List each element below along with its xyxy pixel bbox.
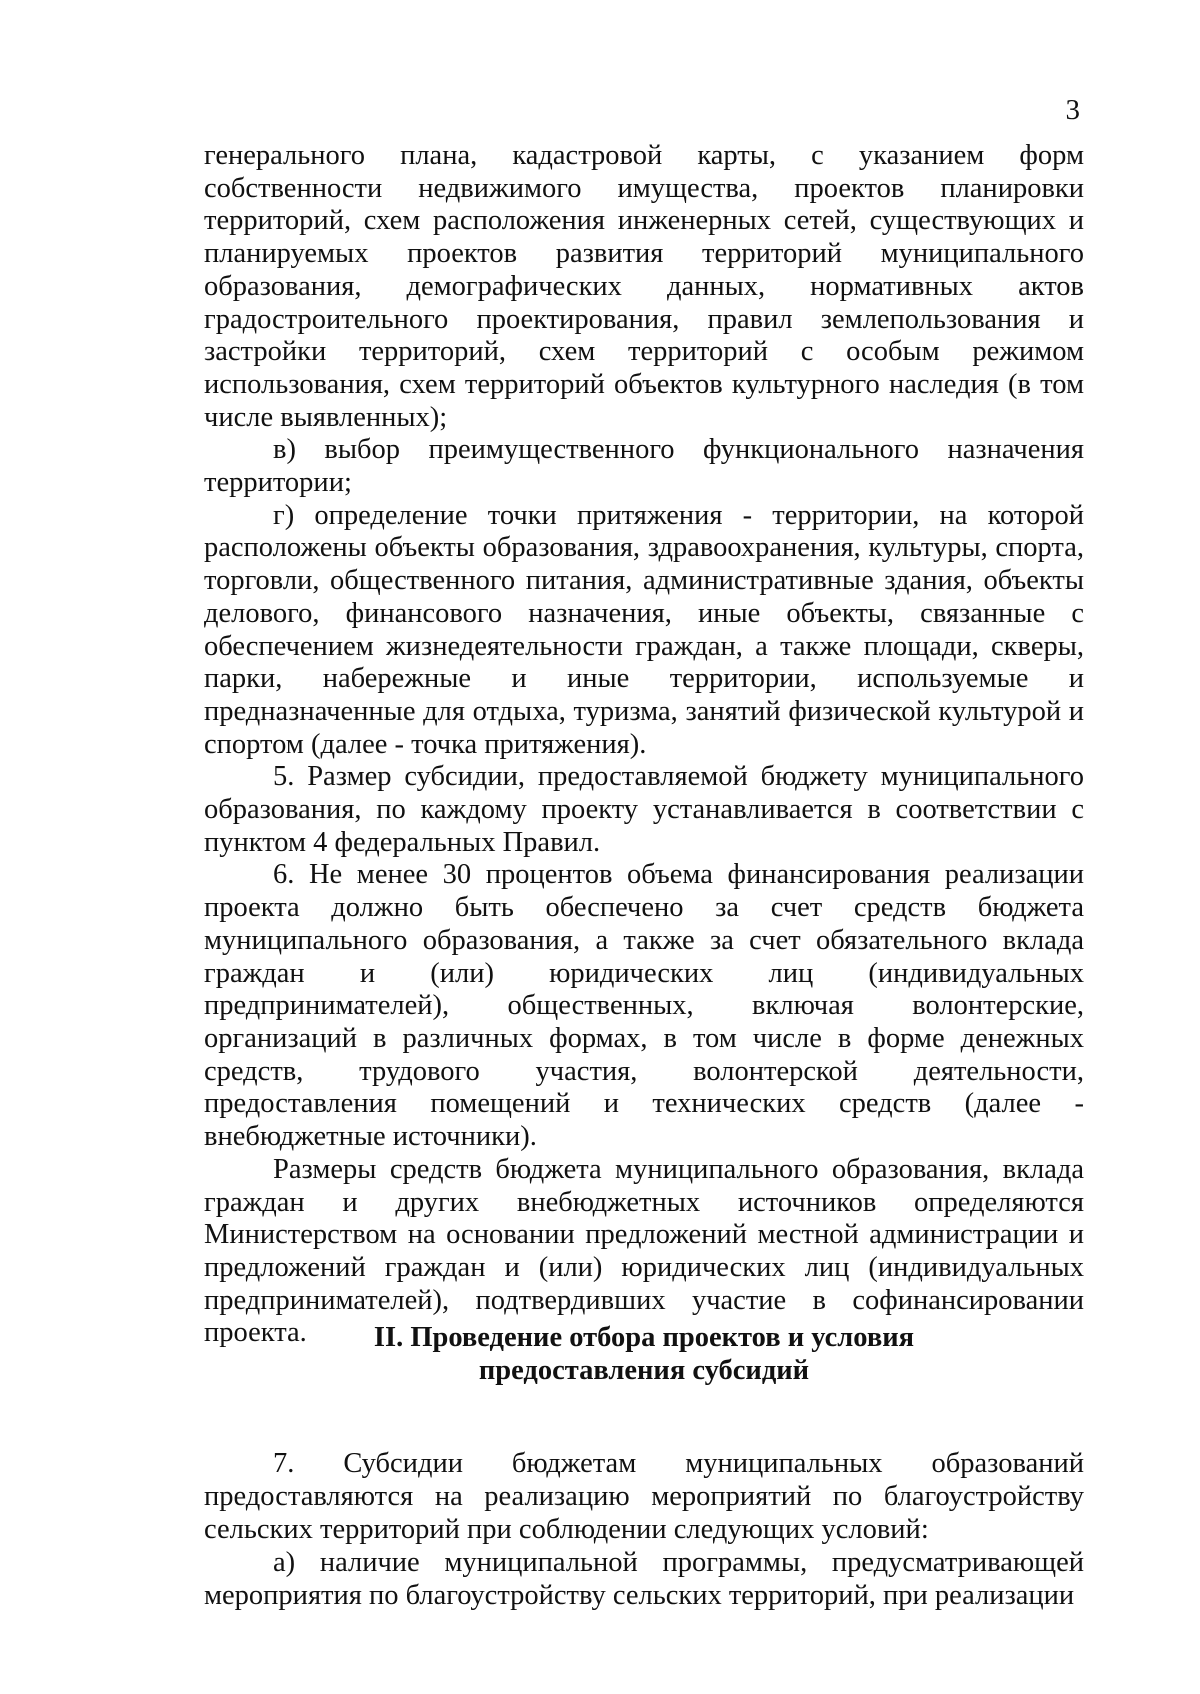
section-body-text — [204, 1447, 1084, 1612]
section-heading-line-1: II. Проведение отбора проектов и условия — [373, 1322, 915, 1353]
paragraph-item-v: в) выбор преимущественного функционального назначения территории; — [204, 434, 1084, 499]
paragraph-sizes: Размеры средств бюджета муниципального образования, вклада граждан и других внебюджетных источников определяются Министерством на основании предложений местной администрации и предложений граждан и (или) юридических лиц (индивидуальных предпринимателей), подтвердивших участие в софинансировании проекта. — [204, 1153, 1084, 1349]
paragraph-5: 5. Размер субсидии, предоставляемой бюджету муниципального образования, по каждому проекту устанавливается в соответствии с пунктом 4 федеральных Правил. — [204, 761, 1084, 858]
page-number: 3 — [1065, 94, 1080, 126]
section-heading — [204, 1321, 1084, 1387]
body-text — [204, 140, 1084, 1350]
paragraph-continuation: генерального плана, кадастровой карты, с указанием форм собственности недвижимого имущества, проектов планировки территорий, схем расположения инженерных сетей, существующих и планируемых проектов развития территорий муниципального образования, демографических данных, нормативных актов градостроительного проектирования, правил землепользования и застройки территорий, схем территорий с особым режимом использования, схем территорий объектов культурного наследия (в том числе выявленных); — [204, 140, 1084, 433]
paragraph-item-a: а) наличие муниципальной программы, предусматривающей мероприятия по благоустройству сельских территорий, при реализации — [204, 1547, 1084, 1611]
paragraph-7: 7. Субсидии бюджетам муниципальных образований предоставляются на реализацию мероприятий по благоустройству сельских территорий при соблюдении следующих условий: — [204, 1448, 1084, 1545]
paragraph-item-g: г) определение точки притяжения - территории, на которой расположены объекты образования, здравоохранения, культуры, спорта, торговли, общественного питания, административные здания, объекты делового, финансового назначения, иные объекты, связанные с обеспечением жизнедеятельности граждан, а также площади, скверы, парки, набережные и иные территории, используемые и предназначенные для отдыха, туризма, занятий физической культурой и спортом (далее - точка притяжения). — [204, 499, 1084, 760]
paragraph-6: 6. Не менее 30 процентов объема финансирования реализации проекта должно быть обеспечено за счет средств бюджета муниципального образования, а также за счет обязательного вклада граждан и (или) юридических лиц (индивидуальных предпринимателей), общественных, включая волонтерские, организаций в различных формах, в том числе в форме денежных средств, трудового участия, волонтерской деятельности, предоставления помещений и технических средств (далее - внебюджетные источники). — [204, 859, 1084, 1153]
section-heading-line-2: предоставления субсидий — [478, 1355, 810, 1386]
